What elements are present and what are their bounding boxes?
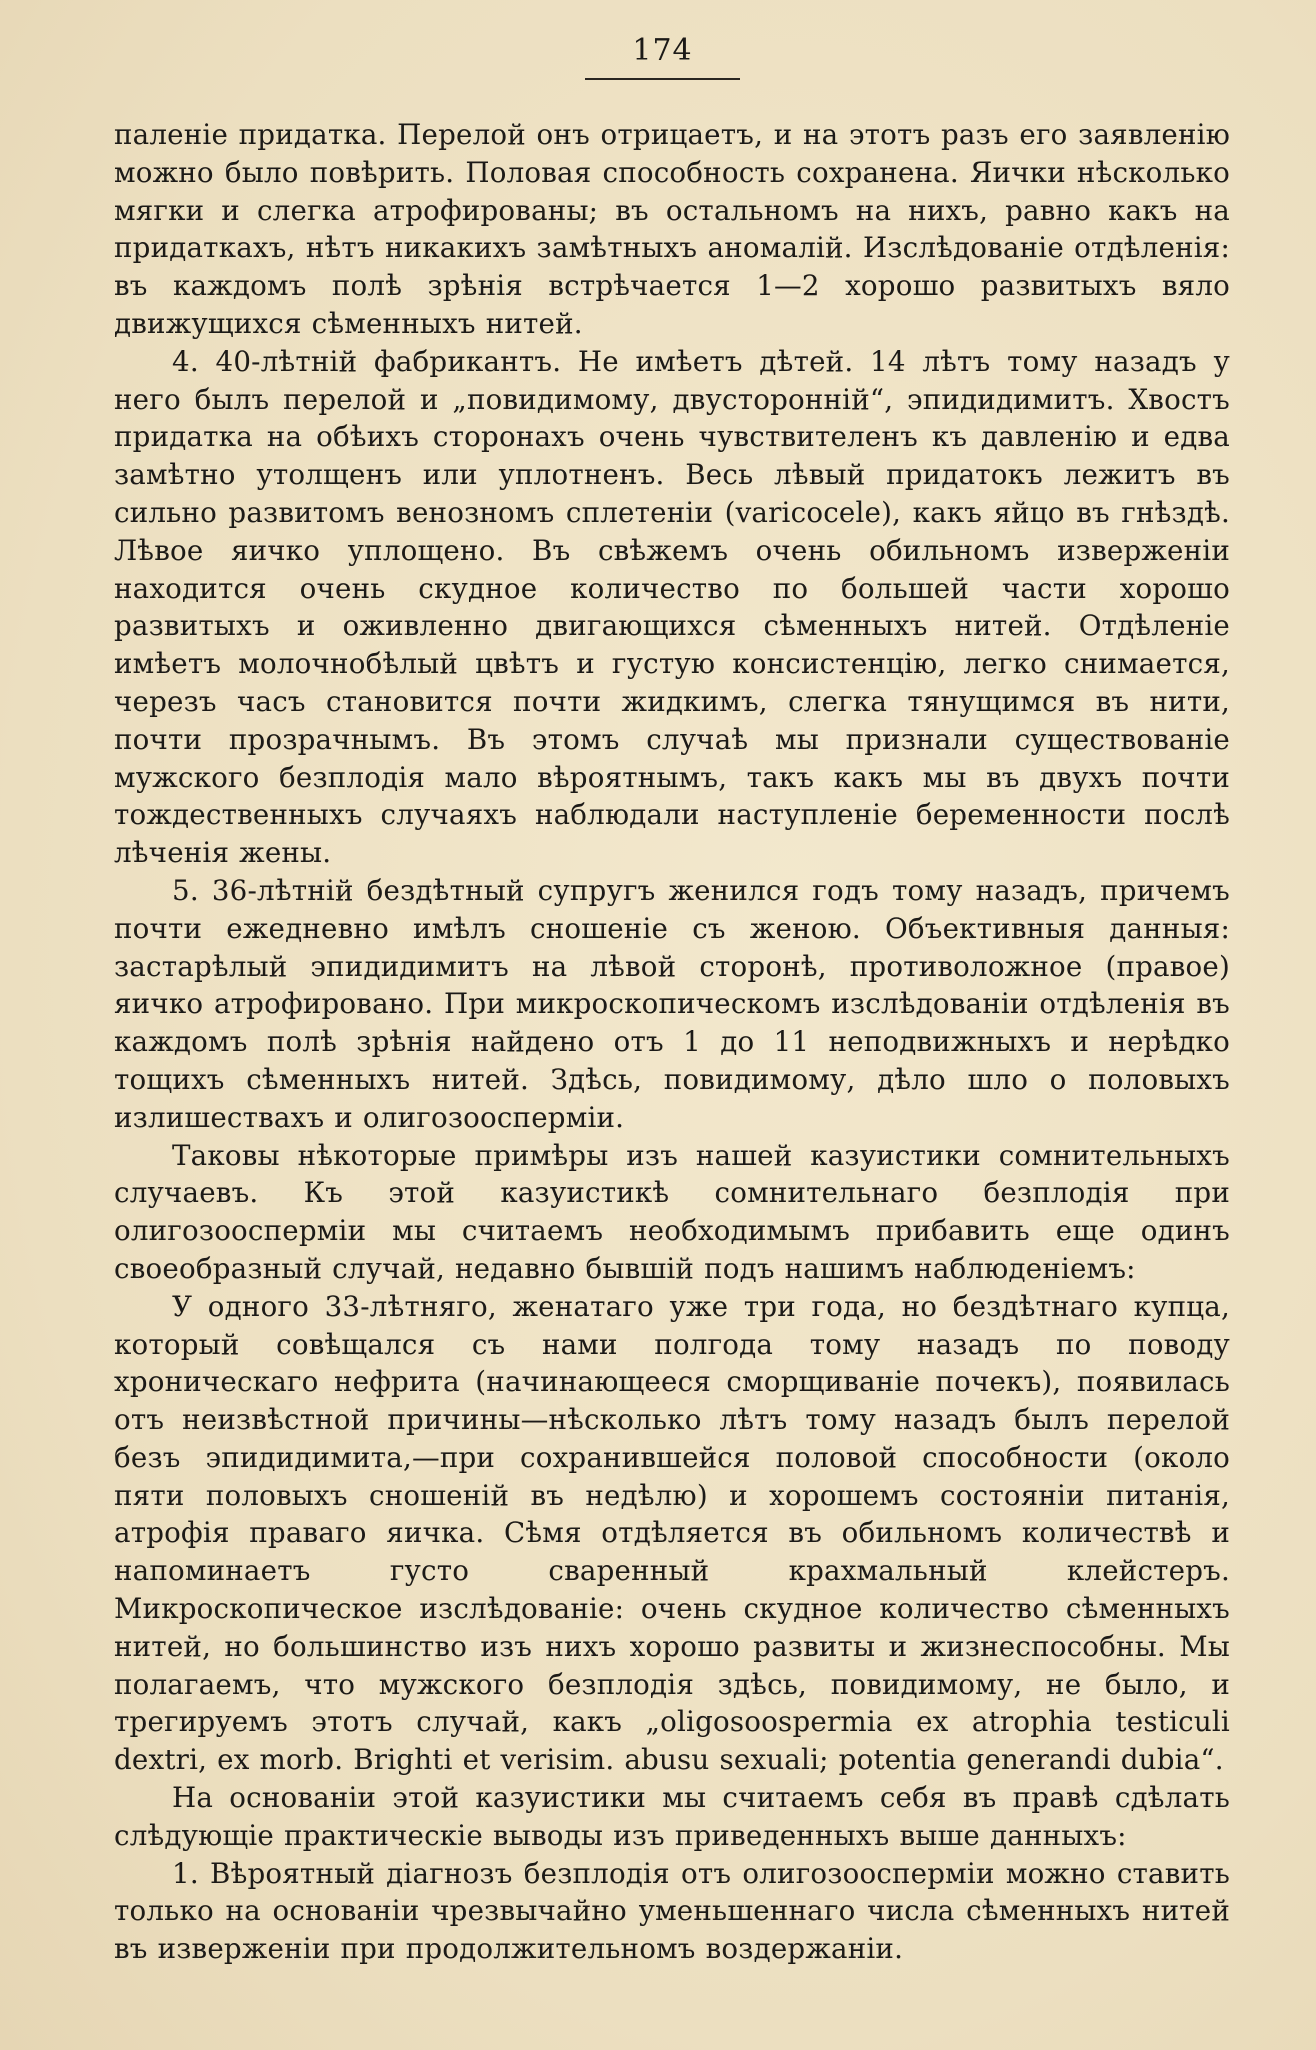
paragraph-conclusion-1: 1. Вѣроятный діагнозъ безплодія отъ олигозооспермiи можно ставить только на основаніи чрезвычайно уменьшеннаго числа сѣменныхъ нитей въ изверженіи при продолжительномъ воздержаніи. [114, 1856, 1230, 1966]
paragraph-conclusions-intro: На основаніи этой казуистики мы считаемъ себя въ правѣ сдѣлать слѣдующіе практическіе выводы изъ приведенныхъ выше данныхъ: [114, 1781, 1230, 1852]
page-body [114, 116, 1230, 1968]
page-number: 174 [632, 33, 693, 68]
header-rule [585, 78, 740, 80]
paragraph-casuistry-intro: Таковы нѣкоторые примѣры изъ нашей казуистики сомнительныхъ случаевъ. Къ этой казуистикѣ сомнительнаго безплодія при олигозооспермiи мы считаемъ необходимымъ прибавить еще одинъ своеобразный случай, недавно бывшій подъ нашимъ наблюденіемъ: [114, 1138, 1230, 1285]
page-header [585, 28, 740, 80]
paragraph-case-5: 5. 36-лѣтній бездѣтный супругъ женился годъ тому назадъ, причемъ почти ежедневно имѣлъ сношеніе съ женою. Объективныя данныя: застарѣлый эпидидимитъ на лѣвой сторонѣ, противоложное (правое) яичко атрофировано. При микроскопическомъ изслѣдованіи отдѣленія въ каждомъ полѣ зрѣнія найдено отъ 1 до 11 неподвижныхъ и нерѣдко тощихъ сѣменныхъ нитей. Здѣсь, повидимому, дѣло шло о половыхъ излишествахъ и олигозооспермiи. [114, 873, 1230, 1134]
paragraph-case-4: 4. 40-лѣтній фабрикантъ. Не имѣетъ дѣтей. 14 лѣтъ тому назадъ у него былъ перелой и „повидимому, двусторонній“, эпидидимитъ. Хвостъ придатка на обѣихъ сторонахъ очень чувствителенъ къ давленію и едва замѣтно утолщенъ или уплотненъ. Весь лѣвый придатокъ лежитъ въ сильно развитомъ венозномъ сплетеніи (varicocele), какъ яйцо въ гнѣздѣ. Лѣвое яичко уплощено. Въ свѣжемъ очень обильномъ изверженіи находится очень скудное количество по большей части хорошо развитыхъ и оживленно двигающихся сѣменныхъ нитей. Отдѣленіе имѣетъ молочнобѣлый цвѣтъ и густую консистенцію, легко снимается, черезъ часъ становится почти жидкимъ, слегка тянущимся въ нити, почти прозрачнымъ. Въ этомъ случаѣ мы признали существованіе мужского безплодія мало вѣроятнымъ, такъ какъ мы въ двухъ почти тождественныхъ случаяхъ наблюдали наступленіе беременности послѣ лѣченія жены. [114, 344, 1230, 870]
paragraph-merchant-case: У одного 33-лѣтняго, женатаго уже три года, но бездѣтнаго купца, который совѣщался съ нами полгода тому назадъ по поводу хроническаго нефрита (начинающееся сморщиванiе почекъ), появилась отъ неизвѣстной причины—нѣсколько лѣтъ тому назадъ былъ перелой безъ эпидидимита,—при сохранившейся половой способности (около пяти половыхъ сношеній въ недѣлю) и хорошемъ состояніи питанія, атрофія праваго яичка. Сѣмя отдѣляется въ обильномъ количествѣ и напоминаетъ густо сваренный крахмальный клейстеръ. Микроскопическое изслѣдованіе: очень скудное количество сѣменныхъ нитей, но большинство изъ нихъ хорошо развиты и жизнеспособны. Мы полагаемъ, что мужского безплодія здѣсь, повидимому, не было, и трегируемъ этотъ случай, какъ „oligosoospermia ex atrophia testiculi dextri, ex morb. Brighti et verisim. abusu sexuali; potentia generandi dubia“. [114, 1289, 1230, 1777]
paragraph-case-3-continued: паленіе придатка. Перелой онъ отрицаетъ, и на этотъ разъ его заявленію можно было повѣрить. Половая способность сохранена. Яички нѣсколько мягки и слегка атрофированы; въ остальномъ на нихъ, равно какъ на придаткахъ, нѣтъ никакихъ замѣтныхъ аномалій. Изслѣдованіе отдѣленія: въ каждомъ полѣ зрѣнія встрѣчается 1—2 хорошо развитыхъ вяло движущихся сѣменныхъ нитей. [114, 118, 1230, 340]
